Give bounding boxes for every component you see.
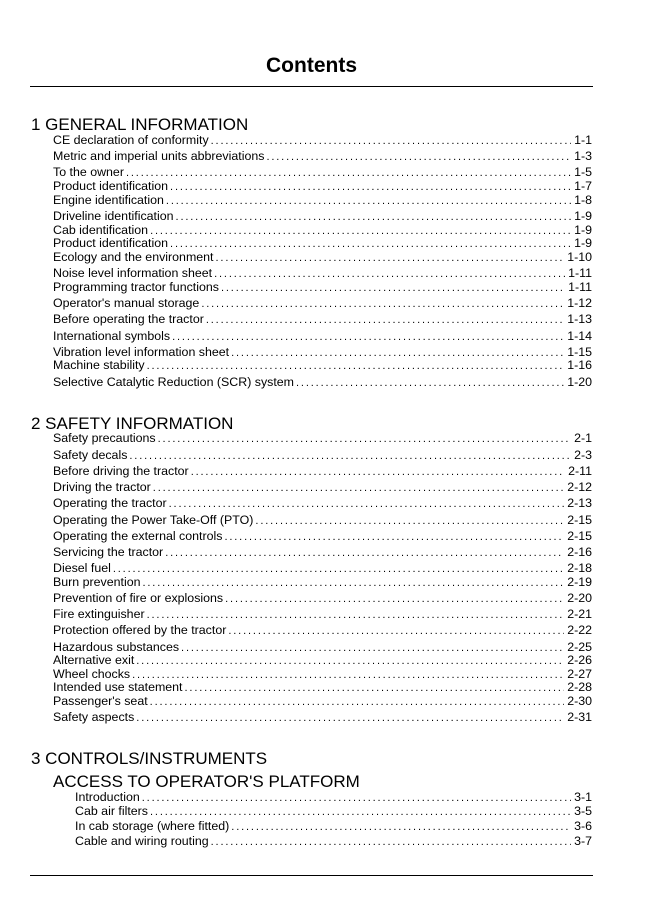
toc-entry-page: 2-3 <box>574 448 592 462</box>
toc-entry[interactable] <box>53 296 592 311</box>
toc-entry[interactable] <box>53 329 592 344</box>
dot-leader <box>150 695 565 710</box>
page-title: Contents <box>266 54 357 77</box>
toc-entry-page: 1-12 <box>567 296 592 310</box>
dot-leader <box>166 194 571 209</box>
toc-entry-label: Hazardous substances <box>53 640 180 654</box>
toc-entry-label: Operating the tractor <box>53 496 167 510</box>
toc-entry-label: Operating the Power Take-Off (PTO) <box>53 513 254 527</box>
toc-entry-page: 1-14 <box>567 329 592 343</box>
toc-entry[interactable] <box>53 607 592 622</box>
toc-entry-label: Product identification <box>53 179 169 193</box>
dot-leader <box>255 514 564 529</box>
toc-entry-label: Alternative exit <box>53 653 135 667</box>
toc-entry-label: Ecology and the environment <box>53 250 214 264</box>
toc-entry-label: In cab storage (where fitted) <box>75 819 230 833</box>
toc-entry[interactable] <box>53 179 592 194</box>
dot-leader <box>172 330 564 345</box>
toc-entry-label: Intended use statement <box>53 680 183 694</box>
toc-entry-label: Programming tractor functions <box>53 280 219 294</box>
toc-entry[interactable] <box>53 653 592 668</box>
toc-entry-label: Servicing the tractor <box>53 545 164 559</box>
toc-entry-page: 2-18 <box>567 561 592 575</box>
dot-leader <box>224 530 564 545</box>
dot-leader <box>225 592 564 607</box>
chapter-heading-3[interactable]: 3 CONTROLS/INSTRUMENTS <box>31 749 268 768</box>
dot-leader <box>211 134 571 149</box>
toc-entry[interactable] <box>53 266 592 281</box>
toc-entry[interactable] <box>53 448 592 463</box>
dot-leader <box>169 497 565 512</box>
dot-leader <box>201 297 564 312</box>
dot-leader <box>231 820 571 835</box>
toc-entry-label: Safety precautions <box>53 431 156 445</box>
toc-entry-page: 2-11 <box>568 464 592 478</box>
bottom-divider <box>30 875 593 876</box>
toc-entry[interactable] <box>53 623 592 638</box>
toc-entry[interactable] <box>53 236 592 251</box>
toc-entry-page: 3-7 <box>574 834 592 848</box>
toc-entry-page: 1-10 <box>567 250 592 264</box>
toc-entry[interactable] <box>75 819 592 834</box>
dot-leader <box>136 711 564 726</box>
toc-entry-page: 1-11 <box>568 280 592 294</box>
toc-entry-label: Safety aspects <box>53 710 135 724</box>
toc-entry[interactable] <box>53 464 592 479</box>
toc-entry[interactable] <box>53 431 592 446</box>
toc-entry-label: Before operating the tractor <box>53 312 204 326</box>
dot-leader <box>165 546 564 561</box>
toc-entry-page: 1-9 <box>574 209 592 223</box>
toc-entry-page: 2-16 <box>567 545 592 559</box>
toc-entry-label: Noise level information sheet <box>53 266 213 280</box>
toc-entry-page: 1-20 <box>567 375 592 389</box>
toc-entry[interactable] <box>53 545 592 560</box>
toc-entry[interactable] <box>53 680 592 695</box>
dot-leader <box>221 281 565 296</box>
toc-entry-page: 2-12 <box>567 480 592 494</box>
toc-entry-label: Fire extinguisher <box>53 607 145 621</box>
toc-entry-page: 2-1 <box>574 431 592 445</box>
dot-leader <box>228 624 564 639</box>
toc-entry[interactable] <box>53 312 592 327</box>
toc-entry[interactable] <box>53 480 592 495</box>
toc-entry-label: Wheel chocks <box>53 667 131 681</box>
toc-entry[interactable] <box>53 358 592 373</box>
toc-entry-label: Driveline identification <box>53 209 174 223</box>
dot-leader <box>158 432 571 447</box>
toc-entry[interactable] <box>53 694 592 709</box>
toc-entry-label: International symbols <box>53 329 171 343</box>
toc-entry[interactable] <box>53 149 592 164</box>
toc-entry-page: 2-15 <box>567 513 592 527</box>
toc-entry-label: Machine stability <box>53 358 145 372</box>
toc-entry-page: 2-31 <box>567 710 592 724</box>
toc-entry-page: 2-22 <box>567 623 592 637</box>
dot-leader <box>153 481 564 496</box>
dot-leader <box>216 251 565 266</box>
toc-entry-page: 2-26 <box>567 653 592 667</box>
chapter-heading-1[interactable]: 1 GENERAL INFORMATION <box>31 115 249 134</box>
toc-entry[interactable] <box>53 133 592 148</box>
toc-entry[interactable] <box>53 375 592 390</box>
toc-entry-page: 2-20 <box>567 591 592 605</box>
toc-entry-page: 1-9 <box>574 236 592 250</box>
toc-entry-label: Driving the tractor <box>53 480 151 494</box>
toc-entry-page: 3-5 <box>574 804 592 818</box>
toc-entry-label: Metric and imperial units abbreviations <box>53 149 265 163</box>
toc-entry-label: Operator's manual storage <box>53 296 200 310</box>
toc-entry-page: 2-15 <box>567 529 592 543</box>
toc-entry[interactable] <box>75 834 592 849</box>
toc-entry-page: 1-16 <box>567 358 592 372</box>
toc-entry-label: Cab air filters <box>75 804 148 818</box>
dot-leader <box>142 576 564 591</box>
subsection-heading[interactable]: ACCESS TO OPERATOR'S PLATFORM <box>53 772 360 791</box>
toc-entry-page: 1-9 <box>574 223 592 237</box>
dot-leader <box>266 150 571 165</box>
dot-leader <box>147 608 565 623</box>
dot-leader <box>150 805 571 820</box>
toc-entry[interactable] <box>75 790 592 805</box>
dot-leader <box>147 359 565 374</box>
chapter-heading-2[interactable]: 2 SAFETY INFORMATION <box>31 414 234 433</box>
dot-leader <box>206 313 564 328</box>
toc-entry-page: 2-28 <box>567 680 592 694</box>
toc-entry-label: Diesel fuel <box>53 561 111 575</box>
toc-entry-label: Burn prevention <box>53 575 141 589</box>
toc-entry[interactable] <box>53 710 592 725</box>
toc-entry-label: Passenger's seat <box>53 694 148 708</box>
toc-entry-page: 2-13 <box>567 496 592 510</box>
dot-leader <box>191 465 565 480</box>
toc-entry-label: Selective Catalytic Reduction (SCR) system <box>53 375 295 389</box>
toc-entry[interactable] <box>53 529 592 544</box>
toc-entry-page: 1-5 <box>574 165 592 179</box>
toc-entry-label: Protection offered by the tractor <box>53 623 227 637</box>
dot-leader <box>296 376 564 391</box>
toc-entry[interactable] <box>53 561 592 576</box>
toc-entry-label: Cable and wiring routing <box>75 834 209 848</box>
toc-entry[interactable] <box>53 513 592 528</box>
toc-entry-label: Cab identification <box>53 223 149 237</box>
toc-entry[interactable] <box>53 575 592 590</box>
toc-entry-page: 2-27 <box>567 667 592 681</box>
toc-entry-label: Prevention of fire or explosions <box>53 591 224 605</box>
toc-entry-page: 1-8 <box>574 193 592 207</box>
toc-entry-page: 3-6 <box>574 819 592 833</box>
toc-entry-page: 2-21 <box>567 607 592 621</box>
toc-entry[interactable] <box>53 165 592 180</box>
toc-entry-page: 1-15 <box>567 345 592 359</box>
toc-entry-label: Vibration level information sheet <box>53 345 230 359</box>
toc-entry-label: Engine identification <box>53 193 164 207</box>
toc-entry-page: 2-19 <box>567 575 592 589</box>
toc-entry[interactable] <box>53 209 592 224</box>
toc-entry[interactable] <box>53 193 592 208</box>
toc-entry[interactable] <box>75 804 592 819</box>
toc-entry-label: CE declaration of conformity <box>53 133 209 147</box>
toc-entry-page: 1-7 <box>574 179 592 193</box>
toc-entry-page: 1-13 <box>567 312 592 326</box>
toc-entry-label: Introduction <box>75 790 140 804</box>
toc-entry[interactable] <box>53 591 592 606</box>
toc-entry-page: 1-11 <box>568 266 592 280</box>
toc-entry-page: 1-3 <box>574 149 592 163</box>
toc-entry-page: 2-30 <box>567 694 592 708</box>
toc-entry-page: 1-1 <box>574 133 592 147</box>
toc-entry-page: 2-25 <box>567 640 592 654</box>
toc-entry-label: Product identification <box>53 236 169 250</box>
toc-entry-label: To the owner <box>53 165 124 179</box>
toc-entry-page: 3-1 <box>574 790 592 804</box>
dot-leader <box>129 449 571 464</box>
toc-entry-label: Safety decals <box>53 448 128 462</box>
toc-entry[interactable] <box>53 250 592 265</box>
toc-entry-label: Operating the external controls <box>53 529 223 543</box>
toc-entry[interactable] <box>53 496 592 511</box>
toc-entry[interactable] <box>53 280 592 295</box>
dot-leader <box>211 835 571 850</box>
toc-entry-label: Before driving the tractor <box>53 464 189 478</box>
